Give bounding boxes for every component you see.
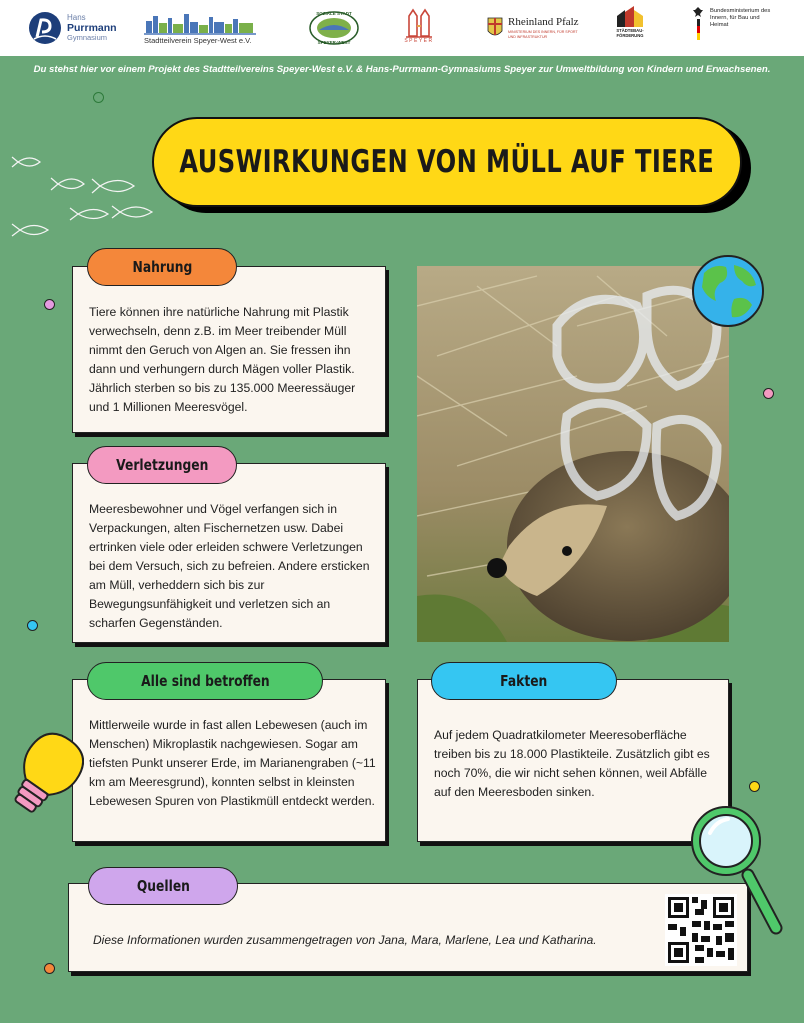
- betroffen-card: [72, 679, 386, 842]
- magnifier-icon: [686, 803, 796, 938]
- speyer-logo: [404, 6, 434, 50]
- light-bulb-icon: [4, 727, 84, 827]
- page-title: AUSWIRKUNGEN VON MÜLL AUF TIERE: [179, 144, 715, 180]
- verletzungen-tag: [87, 446, 237, 484]
- rlp-crest-icon: [487, 17, 503, 39]
- deco-circle: [44, 963, 55, 974]
- hpg-line1: Hans: [67, 13, 86, 22]
- fakten-text: Auf jedem Quadratkilometer Meeresoberfläche treiben bis zu 18.000 Plastikteile. Zusätzlich gibt es noch 70%, die wir nicht sehen können, weil Abfälle auf den Meeresboden sinken.: [434, 728, 710, 799]
- hpg-line3: Gymnasium: [67, 33, 108, 42]
- verletzungen-heading: Verletzungen: [115, 456, 209, 474]
- speyer-crest-icon: [404, 6, 434, 38]
- federal-eagle-icon: [692, 6, 704, 18]
- hedgehog-photo: [417, 266, 729, 642]
- bund-name: Bundesministerium des Innern, für Bau und Heimat: [710, 8, 771, 28]
- nahrung-heading: Nahrung: [132, 258, 192, 276]
- title-banner: [152, 117, 742, 207]
- betroffen-tag: [87, 662, 323, 700]
- soziale-stadt-top: SOZIALE STADT: [316, 11, 352, 16]
- rlp-name: Rheinland Pfalz: [508, 16, 579, 28]
- deco-circle: [763, 388, 774, 399]
- deco-circle: [44, 299, 55, 310]
- stadtteil-name: Stadtteilverein Speyer-West e.V.: [144, 36, 252, 45]
- nahrung-card: [72, 266, 386, 433]
- quellen-heading: Quellen: [136, 877, 190, 895]
- fakten-heading: Fakten: [500, 672, 548, 690]
- hpg-logo: [28, 6, 117, 50]
- fakten-card: [417, 679, 729, 842]
- betroffen-heading: Alle sind betroffen: [140, 672, 270, 690]
- speyer-name: SPEYER: [404, 38, 434, 44]
- deco-circle: [27, 620, 38, 631]
- intro-text: Du stehst hier vor einem Projekt des Stadtteilvereins Speyer-West e.V. & Hans-Purrmann-Gymnasiums Speyer zur Umweltbildung von Kindern und Erwachsenen.: [33, 64, 771, 75]
- quellen-text: Diese Informationen wurden zusammengetragen von Jana, Mara, Marlene, Lea und Katharina.: [93, 933, 597, 947]
- nahrung-tag: [87, 248, 237, 286]
- betroffen-text: Mittlerweile wurde in fast allen Lebewesen (auch im Menschen) Mikroplastik nachgewiesen. Sogar am tiefsten Punkt unserer Erde, im Marianengraben (~11 km am Meeresgrund), konnten selbst in kleinsten Lebewesen Spuren von Plastikmüll entdeckt werden.: [89, 718, 376, 808]
- quellen-tag: [88, 867, 238, 905]
- deco-circle: [749, 781, 760, 792]
- nahrung-text: Tiere können ihre natürliche Nahrung mit Plastik verwechseln, denn z.B. im Meer treibender Müll nimmt den Geruch von Algen an. Sie fressen ihn dann und verhungern durch Mägen voller Plastik. Jährlich sterben so bis zu 135.000 Meeressäuger und 1 Millionen Meeresvögel.: [89, 305, 356, 414]
- skyline-icon: [144, 11, 256, 35]
- hpg-logo-icon: [28, 11, 62, 45]
- staedtebau-logo: [611, 6, 649, 50]
- deco-circle: [93, 92, 104, 103]
- staedtebau-name: STÄDTEBAU-FÖRDERUNG: [616, 28, 644, 38]
- logo-bar: [0, 0, 804, 56]
- staedtebau-house-icon: [615, 6, 645, 28]
- soziale-stadt-logo: [309, 6, 359, 50]
- stadtteil-logo: [144, 6, 256, 50]
- rlp-logo: [487, 6, 579, 50]
- verletzungen-card: [72, 463, 386, 643]
- hedgehog-plastic-image: [417, 266, 729, 642]
- verletzungen-text: Meeresbewohner und Vögel verfangen sich in Verpackungen, alten Fischernetzen usw. Dabei ertrinken viele oder erleiden schwere Verletzungen bei dem Versuch, sich zu befreien. Andere ersticken am Müll, verheddern sich bis zur Bewegungsunfähigkeit und verletzen sich an scharfen Gegenständen.: [89, 502, 370, 630]
- rlp-ministry: MINISTERIUM DES INNERN, FÜR SPORT UND INFRASTRUKTUR: [508, 30, 578, 39]
- hpg-line2: Purrmann: [67, 22, 117, 34]
- fish-school-icon: [8, 150, 158, 245]
- globe-icon: [690, 253, 766, 329]
- fakten-tag: [431, 662, 617, 700]
- soziale-stadt-bottom: SPEYER-WEST: [317, 40, 351, 45]
- bund-logo: [692, 6, 774, 50]
